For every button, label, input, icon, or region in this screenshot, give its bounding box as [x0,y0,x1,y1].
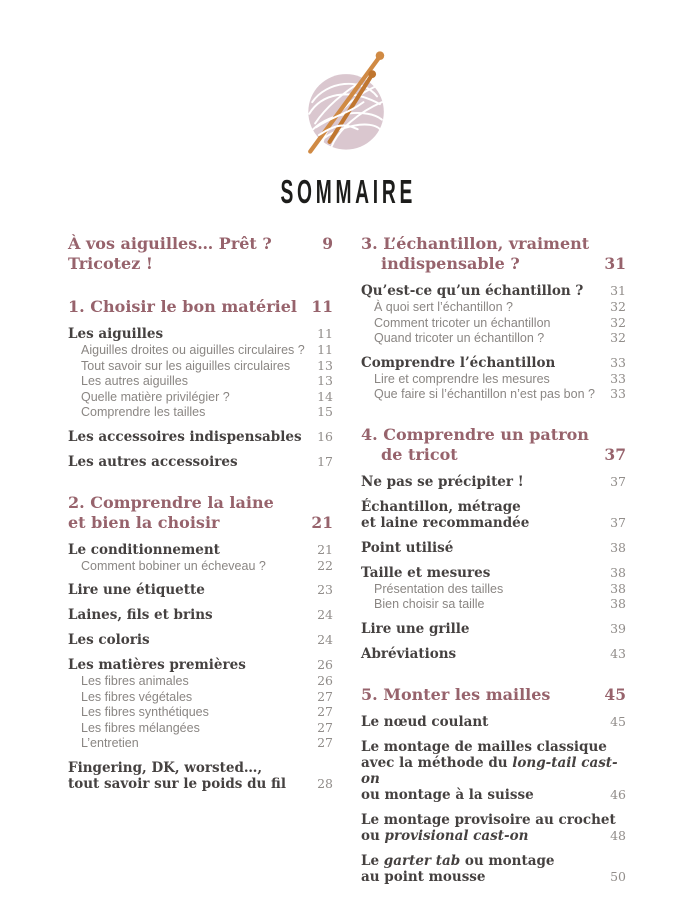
toc-item-label: et bien la choisir [68,512,220,532]
toc-item-line [68,454,333,470]
toc-item-label: 1. Choisir le bon matériel [68,297,297,316]
page-number: 48 [610,827,626,843]
toc-item-label: de tricot [381,444,458,464]
toc-item-label: Comprendre l’échantillon [361,354,556,371]
toc-sub [68,674,333,689]
toc-item-label: Aiguilles droites ou aiguilles circulaires ? [81,343,305,357]
toc-sub [361,300,626,315]
toc-sub [361,597,626,612]
toc-item-line [68,690,333,705]
toc-item-line [68,343,333,358]
toc-entry [68,326,333,342]
toc-item-label: ou montage à la suisse [361,786,534,803]
page-number: 14 [317,388,333,404]
toc-item-label: Quand tricoter un échantillon ? [374,331,545,345]
toc-entry [361,283,626,299]
toc-item-line [361,540,626,556]
toc-item-line [361,474,626,490]
toc-item-label: Les accessoires indispensables [68,428,302,445]
toc-item-line [68,405,333,420]
toc-item-line [361,739,626,755]
page-number: 37 [604,444,626,464]
toc-item-line [68,736,333,751]
toc-item-label: Les autres accessoires [68,453,238,470]
toc-item-line [68,760,333,776]
page-number: 27 [317,688,333,704]
toc-item-label: et laine recommandée [361,514,530,531]
toc-item-label: Les aiguilles [68,326,164,342]
toc-item-label: Ne pas se précipiter ! [361,473,524,490]
toc-item-line [68,493,333,513]
toc-item-label: Les matières premières [68,657,246,673]
toc-item-label: Les autres aiguilles [81,374,189,388]
toc-item-line [68,721,333,736]
toc-item-line [68,582,333,598]
toc-sub [68,736,333,751]
toc-item-label: ou provisional cast-on [361,827,529,844]
toc-item-line [68,297,333,317]
toc-item-line [68,674,333,689]
page-number: 26 [317,657,333,672]
page-number: 45 [610,713,626,729]
page-number: 32 [610,330,626,345]
page-number: 22 [317,557,333,573]
toc-entry [361,714,626,730]
toc-item-line [361,755,626,787]
toc-item-line [361,499,626,515]
toc-entry [361,499,626,531]
toc-item-label: Les fibres animales [81,674,189,688]
page-number: 13 [317,373,333,388]
page-number: 27 [317,704,333,719]
page-number: 38 [610,580,626,596]
toc-entry [68,632,333,648]
toc-item-line [361,331,626,346]
yarn-ball-needles-icon [289,46,407,168]
toc-item-label: À quoi sert l’échantillon ? [374,300,513,314]
toc-item-line [68,374,333,389]
page-number: 32 [610,314,626,330]
page-number: 16 [317,428,333,444]
toc-item-label: Tout savoir sur les aiguilles circulaires [81,358,291,373]
page-number: 43 [610,645,626,661]
toc-item-label: au point mousse [361,868,486,885]
toc-item-line [361,828,626,844]
toc-entry [361,565,626,581]
toc-item-line [68,607,333,623]
toc-column-right [361,234,626,885]
toc-item-label: Présentation des tailles [374,581,504,596]
toc-item-line [68,776,333,792]
table-of-contents [0,234,696,885]
toc-item-label: Qu’est-ce qu’un échantillon ? [361,283,584,299]
toc-sub [68,559,333,574]
page-number: 33 [610,370,626,386]
page-number: 37 [610,473,626,489]
toc-sub [68,690,333,705]
toc-sub [68,405,333,420]
toc-item-line [68,559,333,574]
page-number: 17 [317,453,333,469]
toc-item-line [361,372,626,387]
toc-entry [361,621,626,637]
toc-item-label: indispensable ? [381,254,520,273]
toc-item-line [361,685,626,705]
toc-sub [68,705,333,720]
toc-chapter [68,493,333,533]
page-number: 24 [317,632,333,647]
toc-item-label: Abréviations [361,645,457,662]
toc-item-line [68,542,333,558]
toc-item-label: 4. Comprendre un patron [361,424,589,444]
toc-entry [68,429,333,445]
toc-item-label: Les fibres synthétiques [81,705,209,719]
toc-entry [68,542,333,558]
toc-sub [361,372,626,387]
toc-sub [68,721,333,736]
toc-item-label: Laines, fils et brins [68,607,213,623]
page-number: 11 [311,297,333,316]
toc-entry [361,355,626,371]
page-number: 24 [317,607,333,622]
toc-chapter [361,685,626,705]
toc-sub [68,374,333,389]
toc-item-label: Comprendre les tailles [81,405,206,419]
toc-entry [68,454,333,470]
toc-entry [361,646,626,662]
page-title-text: SOMMAIRE [280,172,416,211]
toc-item-label: Quelle matière privilégier ? [81,389,230,404]
toc-intro [68,234,333,274]
toc-item-line [361,853,626,869]
page-number: 50 [610,868,626,884]
toc-item-line [361,283,626,299]
toc-item-label: avec la méthode du long-tail cast-on [361,754,618,787]
toc-item-label: 3. L’échantillon, vraiment [361,234,590,253]
toc-sub [68,359,333,374]
toc-item-label: Lire et comprendre les mesures [374,371,550,386]
toc-item-label: 5. Monter les mailles [361,684,551,704]
toc-sub [361,387,626,402]
toc-entry [361,739,626,803]
toc-item-line [68,429,333,445]
toc-item-label: Que faire si l’échantillon n’est pas bon ? [374,387,595,401]
toc-entry [361,812,626,844]
page-number: 9 [322,234,333,253]
toc-item-line [68,390,333,405]
toc-item-line [361,445,626,465]
toc-item-line [361,812,626,828]
toc-item-label: À vos aiguilles… Prêt ? Tricotez ! [68,234,272,273]
toc-item-line [68,513,333,533]
page-number: 27 [317,719,333,735]
page-number: 32 [610,299,626,314]
page-number: 31 [610,283,626,298]
toc-item-label: Comment bobiner un écheveau ? [81,558,266,573]
toc-item-label: Les fibres végétales [81,689,193,704]
toc-column-left [68,234,333,885]
toc-item-line [68,234,333,274]
toc-sub [68,390,333,405]
toc-sub [361,316,626,331]
toc-entry [68,760,333,792]
toc-sub [361,331,626,346]
toc-item-label: Les coloris [68,632,150,648]
toc-item-line [361,787,626,803]
page-number: 45 [604,684,626,704]
toc-entry [361,540,626,556]
toc-item-line [68,359,333,374]
toc-item-line [361,714,626,730]
page-number: 33 [610,354,626,370]
toc-item-line [361,425,626,445]
toc-sub [361,582,626,597]
toc-item-line [68,326,333,342]
toc-chapter [361,425,626,465]
toc-item-line [361,597,626,612]
toc-entry [361,853,626,885]
page-number: 46 [610,786,626,802]
toc-item-label: L’entretien [81,736,139,750]
toc-item-label: 2. Comprendre la laine [68,492,274,512]
toc-chapter [361,234,626,274]
toc-entry [68,582,333,598]
page-number: 26 [317,673,333,688]
toc-entry [68,657,333,673]
page-number: 21 [311,512,333,532]
page-number: 28 [317,775,333,791]
toc-item-line [361,234,626,254]
toc-item-label: Le nœud coulant [361,713,489,730]
toc-item-line [68,657,333,673]
page-number: 38 [610,564,626,580]
toc-entry [361,474,626,490]
toc-item-line [361,565,626,581]
page-number: 15 [317,404,333,419]
page-number: 11 [317,326,333,341]
page-number: 13 [317,357,333,373]
toc-item-label: tout savoir sur le poids du fil [68,775,286,792]
toc-item-line [361,621,626,637]
page-number: 27 [317,735,333,750]
page-number: 23 [317,582,333,597]
page-number: 11 [317,342,333,357]
toc-chapter [68,297,333,317]
toc-item-line [361,582,626,597]
page-title [0,174,696,210]
toc-item-label: Bien choisir sa taille [374,597,485,611]
toc-item-label: Échantillon, métrage [361,498,521,515]
page-number: 38 [610,596,626,611]
toc-item-label: Lire une grille [361,620,470,637]
toc-item-line [361,869,626,885]
toc-item-line [361,300,626,315]
toc-item-label: Le montage provisoire au crochet [361,811,616,828]
page-number: 31 [604,254,626,273]
toc-item-label: Lire une étiquette [68,582,205,598]
toc-item-line [361,515,626,531]
page-number: 33 [610,386,626,401]
toc-sub [68,343,333,358]
toc-item-label: Point utilisé [361,539,454,556]
toc-item-label: Fingering, DK, worsted…, [68,759,263,776]
page-number: 21 [317,541,333,557]
toc-item-line [361,387,626,402]
page-number: 39 [610,620,626,636]
toc-item-line [361,316,626,331]
toc-item-label: Taille et mesures [361,564,491,581]
toc-item-label: Le garter tab ou montage [361,852,555,869]
toc-item-line [361,254,626,274]
toc-item-line [361,355,626,371]
toc-item-line [68,632,333,648]
page-number: 38 [610,539,626,555]
page-number: 37 [610,514,626,530]
toc-item-line [68,705,333,720]
toc-item-label: Comment tricoter un échantillon [374,315,551,330]
toc-item-label: Les fibres mélangées [81,720,200,735]
toc-item-label: Le conditionnement [68,541,220,558]
page-header [0,0,696,210]
toc-item-line [361,646,626,662]
toc-item-label: Le montage de mailles classique [361,738,607,755]
toc-entry [68,607,333,623]
